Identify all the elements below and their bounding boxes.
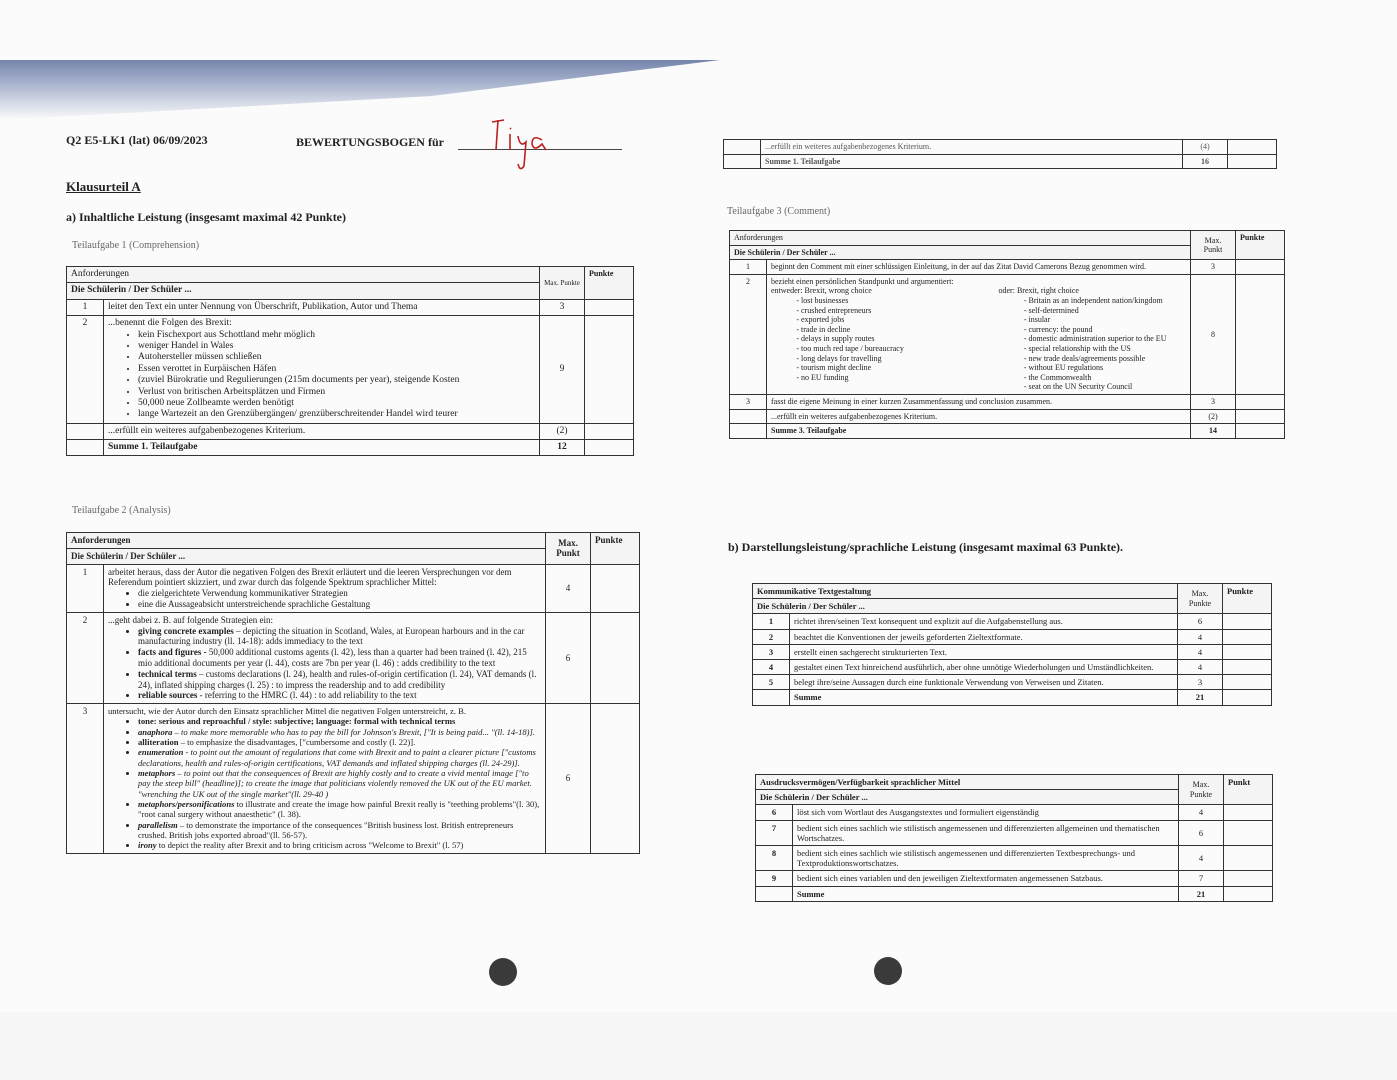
score-cell[interactable] [1224,886,1273,901]
task1-row2-intro: ...benennt die Folgen des Brexit: [108,318,232,329]
task1-extra: ...erfüllt ein weiteres aufgabenbezogenes Kriterium. [104,423,540,439]
ausdruck-row-max: 4 [1179,805,1224,820]
task2-row3-list [108,716,541,850]
punch-hole-right [874,957,902,985]
score-cell[interactable] [585,299,634,315]
section-a-title: a) Inhaltliche Leistung (insgesamt maximal 42 Punkte) [66,210,347,224]
list-item: - self-determined [1029,306,1187,316]
task2-continuation-table [723,139,1277,169]
score-cell[interactable] [1236,260,1285,275]
list-item: • metaphors/personifications to illustrate and create the image how painful Brexit really is "teething problems"(l. 30), "root canal surgery without anaesthetic" (l. 38). [138,799,541,820]
score-cell[interactable] [1228,140,1277,155]
task1-row1-text: leitet den Text ein unter Nennung von Überschrift, Publikation, Autor und Thema [104,299,540,315]
task2-row1-max: 4 [546,564,591,612]
list-item: - new trade deals/agreements possible [1029,354,1187,364]
row-number: 1 [67,564,104,612]
list-item: • (zuviel Bürokratie und Regulierungen (215m documents per year), steigende Kosten [138,375,535,386]
row-number: 7 [756,820,793,845]
col-max: Max. Punkte [1178,584,1223,614]
task2-cont-extra-max: (4) [1183,140,1228,155]
col-punkt: Punkt [1224,775,1273,805]
task3-row2-max: 8 [1191,274,1236,394]
ausdruck-title: Ausdrucksvermögen/Verfügbarkeit sprachlicher Mittel [756,775,1179,790]
list-item: • anaphora – to make more memorable who has to pay the bill for Johnson's Brexit, ["It is being paid... "(ll. 14-18)]. [138,727,541,737]
komm-row-max: 4 [1178,659,1223,674]
task1-row2-text [104,316,540,424]
col-max: Max. Punkte [540,267,585,300]
punch-hole-left [489,958,517,986]
list-item: - too much red tape / bureaucracy [801,344,959,354]
komm-row-max: 4 [1178,644,1223,659]
komm-row-text: richtet ihren/seinen Text konsequent und explizit auf die Aufgabenstellung aus. [790,614,1178,629]
task3-table [729,230,1285,439]
task3-row3-text: fasst die eigene Meinung in einer kurzen Zusammenfassung und conclusion zusammen. [767,394,1191,409]
score-cell[interactable] [1236,274,1285,394]
empty-cell [753,690,790,705]
col-anforderungen: Anforderungen [67,267,540,283]
komm-row-text: beachtet die Konventionen der jeweils geforderten Zieltextformate. [790,629,1178,644]
list-item: • parallelism – to demonstrate the importance of the consequences "British business lost. British entrepreneurs crushed. British jobs exported abroad"(ll. 56-57). [138,820,541,841]
list-item: - without EU regulations [1029,363,1187,373]
task3-row1-text: beginnt den Comment mit einer schlüssigen Einleitung, in der auf das Zitat David Camerons Bezug genommen wird. [767,260,1191,275]
score-cell[interactable] [1223,644,1272,659]
komm-row-max: 6 [1178,614,1223,629]
argument-wrong-choice [771,286,959,392]
score-cell[interactable] [1223,675,1272,690]
score-cell[interactable] [585,316,634,424]
argument-list [999,296,1187,392]
col-punkte: Punkte [1223,584,1272,614]
task2-row3-max: 6 [546,704,591,853]
empty-cell [730,424,767,439]
score-cell[interactable] [1236,424,1285,439]
task3-title: Teilaufgabe 3 (Comment) [727,206,831,217]
row-number: 4 [753,659,790,674]
task2-row3-intro: untersucht, wie der Autor durch den Einsatz sprachlicher Mittel die negativen Folgen unterstreicht, z. B. [108,706,466,717]
task3-row2-intro: bezieht einen persönlichen Standpunkt und argumentiert: [771,276,954,286]
list-item: • facts and figures - 50,000 additional customs agents (l. 42), less than a quarter had been trained (l. 42), 215 mio additional documents per year (l. 44), costs are 7bn per year (l. 46) : adds credibility to the text [138,647,541,669]
empty-cell [67,440,104,456]
list-item: - Britain as an independent nation/kingdom [1029,296,1187,306]
col-schueler: Die Schülerin / Der Schüler ... [756,790,1179,805]
list-item: • metaphors – to point out that the consequences of Brexit are highly costly and to create a vivid mental image ["to pay the steep bill" (headline)]; to create the image that politicians violently removed the UK out of the EU market. "wrenching the UK out of the single market"(ll. 29-40 ) [138,768,541,799]
score-cell[interactable] [591,564,640,612]
list-item: - crushed entrepreneurs [801,306,959,316]
row-number: 1 [753,614,790,629]
komm-sum: Summe [790,690,1178,705]
empty-cell [730,409,767,424]
task1-row2-list [108,330,535,421]
list-item: - special relationship with the US [1029,344,1187,354]
list-item: • lange Wartezeit an den Grenzübergängen/ grenzüberschreitender Handel wird teurer [138,409,535,420]
task1-table [66,266,634,456]
course-label: Q2 E5-LK1 (lat) 06/09/2023 [66,133,208,147]
score-cell[interactable] [591,612,640,703]
task3-row2-text [767,274,1191,394]
task2-title: Teilaufgabe 2 (Analysis) [72,505,171,516]
score-cell[interactable] [1223,629,1272,644]
col-punkte: Punkte [1236,231,1285,260]
task3-sum: Summe 3. Teilaufgabe [767,424,1191,439]
komm-row-max: 3 [1178,675,1223,690]
col-schueler: Die Schülerin / Der Schüler ... [67,283,540,299]
col-max: Max. Punkte [1179,775,1224,805]
row-number: 3 [67,704,104,853]
list-item: • irony to depict the reality after Brexit and to bring criticism across "Welcome to Brexit" (l. 57) [138,840,541,850]
row-number: 1 [67,299,104,315]
list-item: - insular [1029,315,1187,325]
form-title: BEWERTUNGSBOGEN für [296,135,444,149]
col-max: Max. Punkt [1191,231,1236,260]
row-number: 2 [730,274,767,394]
argument-head: oder: Brexit, right choice [998,286,1079,296]
task1-sum: Summe 1. Teilaufgabe [104,440,540,456]
task2-row2-max: 6 [546,612,591,703]
list-item: • reliable sources - referring to the HMRC (l. 44) : to add reliability to the text [138,690,541,701]
row-number: 3 [753,644,790,659]
task1-row1-max: 3 [540,299,585,315]
score-cell[interactable] [1223,690,1272,705]
task2-sum-max: 16 [1183,154,1228,169]
ausdruck-row-text: bedient sich eines variablen und den jeweiligen Zieltextformaten angemessenen Satzbaus. [793,871,1179,886]
argument-right-choice [999,286,1187,392]
task2-cont-extra: ...erfüllt ein weiteres aufgabenbezogenes Kriterium. [761,140,1183,155]
list-item: - the Commonwealth [1029,373,1187,383]
list-item: - long delays for travelling [801,354,959,364]
empty-cell [724,154,761,169]
col-anforderungen: Anforderungen [730,231,1191,246]
row-number: 1 [730,260,767,275]
score-cell[interactable] [1224,805,1273,820]
list-item: • die zielgerichtete Verwendung kommunikativer Strategien [138,588,541,599]
list-item: • Verlust von britischen Arbeitsplätzen und Firmen [138,387,535,398]
score-cell[interactable] [1223,614,1272,629]
list-item: - no EU funding [801,373,959,383]
row-number: 3 [730,394,767,409]
col-schueler: Die Schülerin / Der Schüler ... [730,245,1191,260]
list-item: - trade in decline [801,325,959,335]
task1-title: Teilaufgabe 1 (Comprehension) [72,240,200,251]
task1-extra-max: (2) [540,423,585,439]
score-cell[interactable] [585,440,634,456]
list-item: - lost businesses [801,296,959,306]
list-item: • kein Fischexport aus Schottland mehr möglich [138,330,535,341]
col-schueler: Die Schülerin / Der Schüler ... [753,599,1178,614]
ausdruck-row-max: 4 [1179,845,1224,870]
task2-sum: Summe 1. Teilaufgabe [761,154,1183,169]
task3-sum-max: 14 [1191,424,1236,439]
komm-title: Kommunikative Textgestaltung [753,584,1178,599]
row-number: 2 [67,612,104,703]
argument-list [771,296,959,382]
row-number: 9 [756,871,793,886]
col-punkte: Punkte [591,533,640,565]
task2-row2-text [104,612,546,703]
list-item: • 50,000 neue Zollbeamte werden benötigt [138,398,535,409]
ausdruck-row-text: bedient sich eines sachlich wie stilistisch angemessenen und differenzierten Textbesprechungs- und Textproduktionswortschatzes. [793,845,1179,870]
col-schueler: Die Schülerin / Der Schüler ... [67,548,546,564]
score-cell[interactable] [591,704,640,853]
row-number: 6 [756,805,793,820]
row-number: 2 [753,629,790,644]
ausdruck-sum: Summe [793,886,1179,901]
task2-row1-intro: arbeitet heraus, dass der Autor die negativen Folgen des Brexit erläutert und die leeren Versprechungen vor dem Referendum pointiert skizziert, und zwar durch das folgende Spektrum sprachlicher Mittel: [108,566,512,588]
komm-row-text: erstellt einen sachgerecht strukturierten Text. [790,644,1178,659]
list-item: • technical terms – customs declarations (l. 24), health and rules-of-origin certification (l. 24), VAT demands (l. 24), inflated shipping charges (l. 25) : to impress the readership and to add credibility [138,669,541,691]
komm-table [752,583,1272,706]
argument-head: entweder: Brexit, wrong choice [771,286,872,296]
task3-arguments [771,286,1186,392]
ausdruck-row-max: 6 [1179,820,1224,845]
list-item: • alliteration – to emphasize the disadvantages, ["cumbersome and costly (l. 22)]. [138,737,541,747]
task2-row2-intro: ...geht dabei z. B. auf folgende Strategien ein: [108,614,273,625]
score-cell[interactable] [585,423,634,439]
part-title: Klausurteil A [66,179,141,194]
komm-sum-max: 21 [1178,690,1223,705]
student-name-signature [490,112,550,172]
empty-cell [756,886,793,901]
task2-row2-list [108,626,541,702]
task3-extra-max: (2) [1191,409,1236,424]
task3-row3-max: 3 [1191,394,1236,409]
ausdruck-row-text: bedient sich eines sachlich wie stilistisch angemessenen und differenzierten allgemeinen und thematischen Wortschatzes. [793,820,1179,845]
row-number: 5 [753,675,790,690]
komm-row-text: belegt ihre/seine Aussagen durch eine funktionale Verwendung von Verweisen und Zitaten. [790,675,1178,690]
ausdruck-row-max: 7 [1179,871,1224,886]
list-item: - delays in supply routes [801,334,959,344]
score-cell[interactable] [1236,394,1285,409]
task3-extra: ...erfüllt ein weiteres aufgabenbezogenes Kriterium. [767,409,1191,424]
task2-row1-list [108,588,541,610]
komm-row-max: 4 [1178,629,1223,644]
col-anforderungen: Anforderungen [67,533,546,549]
empty-cell [67,423,104,439]
col-punkte: Punkte [585,267,634,300]
list-item: - exported jobs [801,315,959,325]
score-cell[interactable] [1224,871,1273,886]
scan-bottom-band [0,1012,1397,1080]
ausdruck-sum-max: 21 [1179,886,1224,901]
list-item: - seat on the UN Security Council [1029,382,1187,392]
task2-table [66,532,640,854]
score-cell[interactable] [1236,409,1285,424]
list-item: • tone: serious and reproachful / style: subjective; language: formal with technical terms [138,716,541,726]
ausdruck-table [755,774,1273,902]
score-cell[interactable] [1224,845,1273,870]
col-max: Max. Punkt [546,533,591,565]
score-cell[interactable] [1228,154,1277,169]
task3-row1-max: 3 [1191,260,1236,275]
ausdruck-row-text: löst sich vom Wortlaut des Ausgangstextes und formuliert eigenständig [793,805,1179,820]
komm-row-text: gestaltet einen Text hinreichend ausführlich, aber ohne unnötige Wiederholungen und Umständlichkeiten. [790,659,1178,674]
list-item: • weniger Handel in Wales [138,341,535,352]
row-number: 2 [67,316,104,424]
list-item: • eine die Aussageabsicht unterstreichende sprachliche Gestaltung [138,599,541,610]
task1-sum-max: 12 [540,440,585,456]
empty-cell [724,140,761,155]
score-cell[interactable] [1223,659,1272,674]
list-item: - tourism might decline [801,363,959,373]
list-item: • Essen verottet in Eurpäischen Häfen [138,364,535,375]
score-cell[interactable] [1224,820,1273,845]
row-number: 8 [756,845,793,870]
section-b-title: b) Darstellungsleistung/sprachliche Leistung (insgesamt maximal 63 Punkte). [728,540,1124,554]
list-item: - currency: the pound [1029,325,1187,335]
list-item: • Autohersteller müssen schließen [138,352,535,363]
list-item: • giving concrete examples – depicting the situation in Scotland, Wales, at European harbours and in the car manufacturing industry (ll. 14-18): adds immediacy to the text [138,626,541,648]
task2-row3-text [104,704,546,853]
list-item: - domestic administration superior to the EU [1029,334,1187,344]
task2-row1-text [104,564,546,612]
list-item: • enumeration - to point out the amount of regulations that come with Brexit and to paint a clearer picture ["customs declarations, health and rules-of-origin certifications, VAT demands and inflated shipping charges (ll. 24-29)]. [138,747,541,768]
task1-row2-max: 9 [540,316,585,424]
